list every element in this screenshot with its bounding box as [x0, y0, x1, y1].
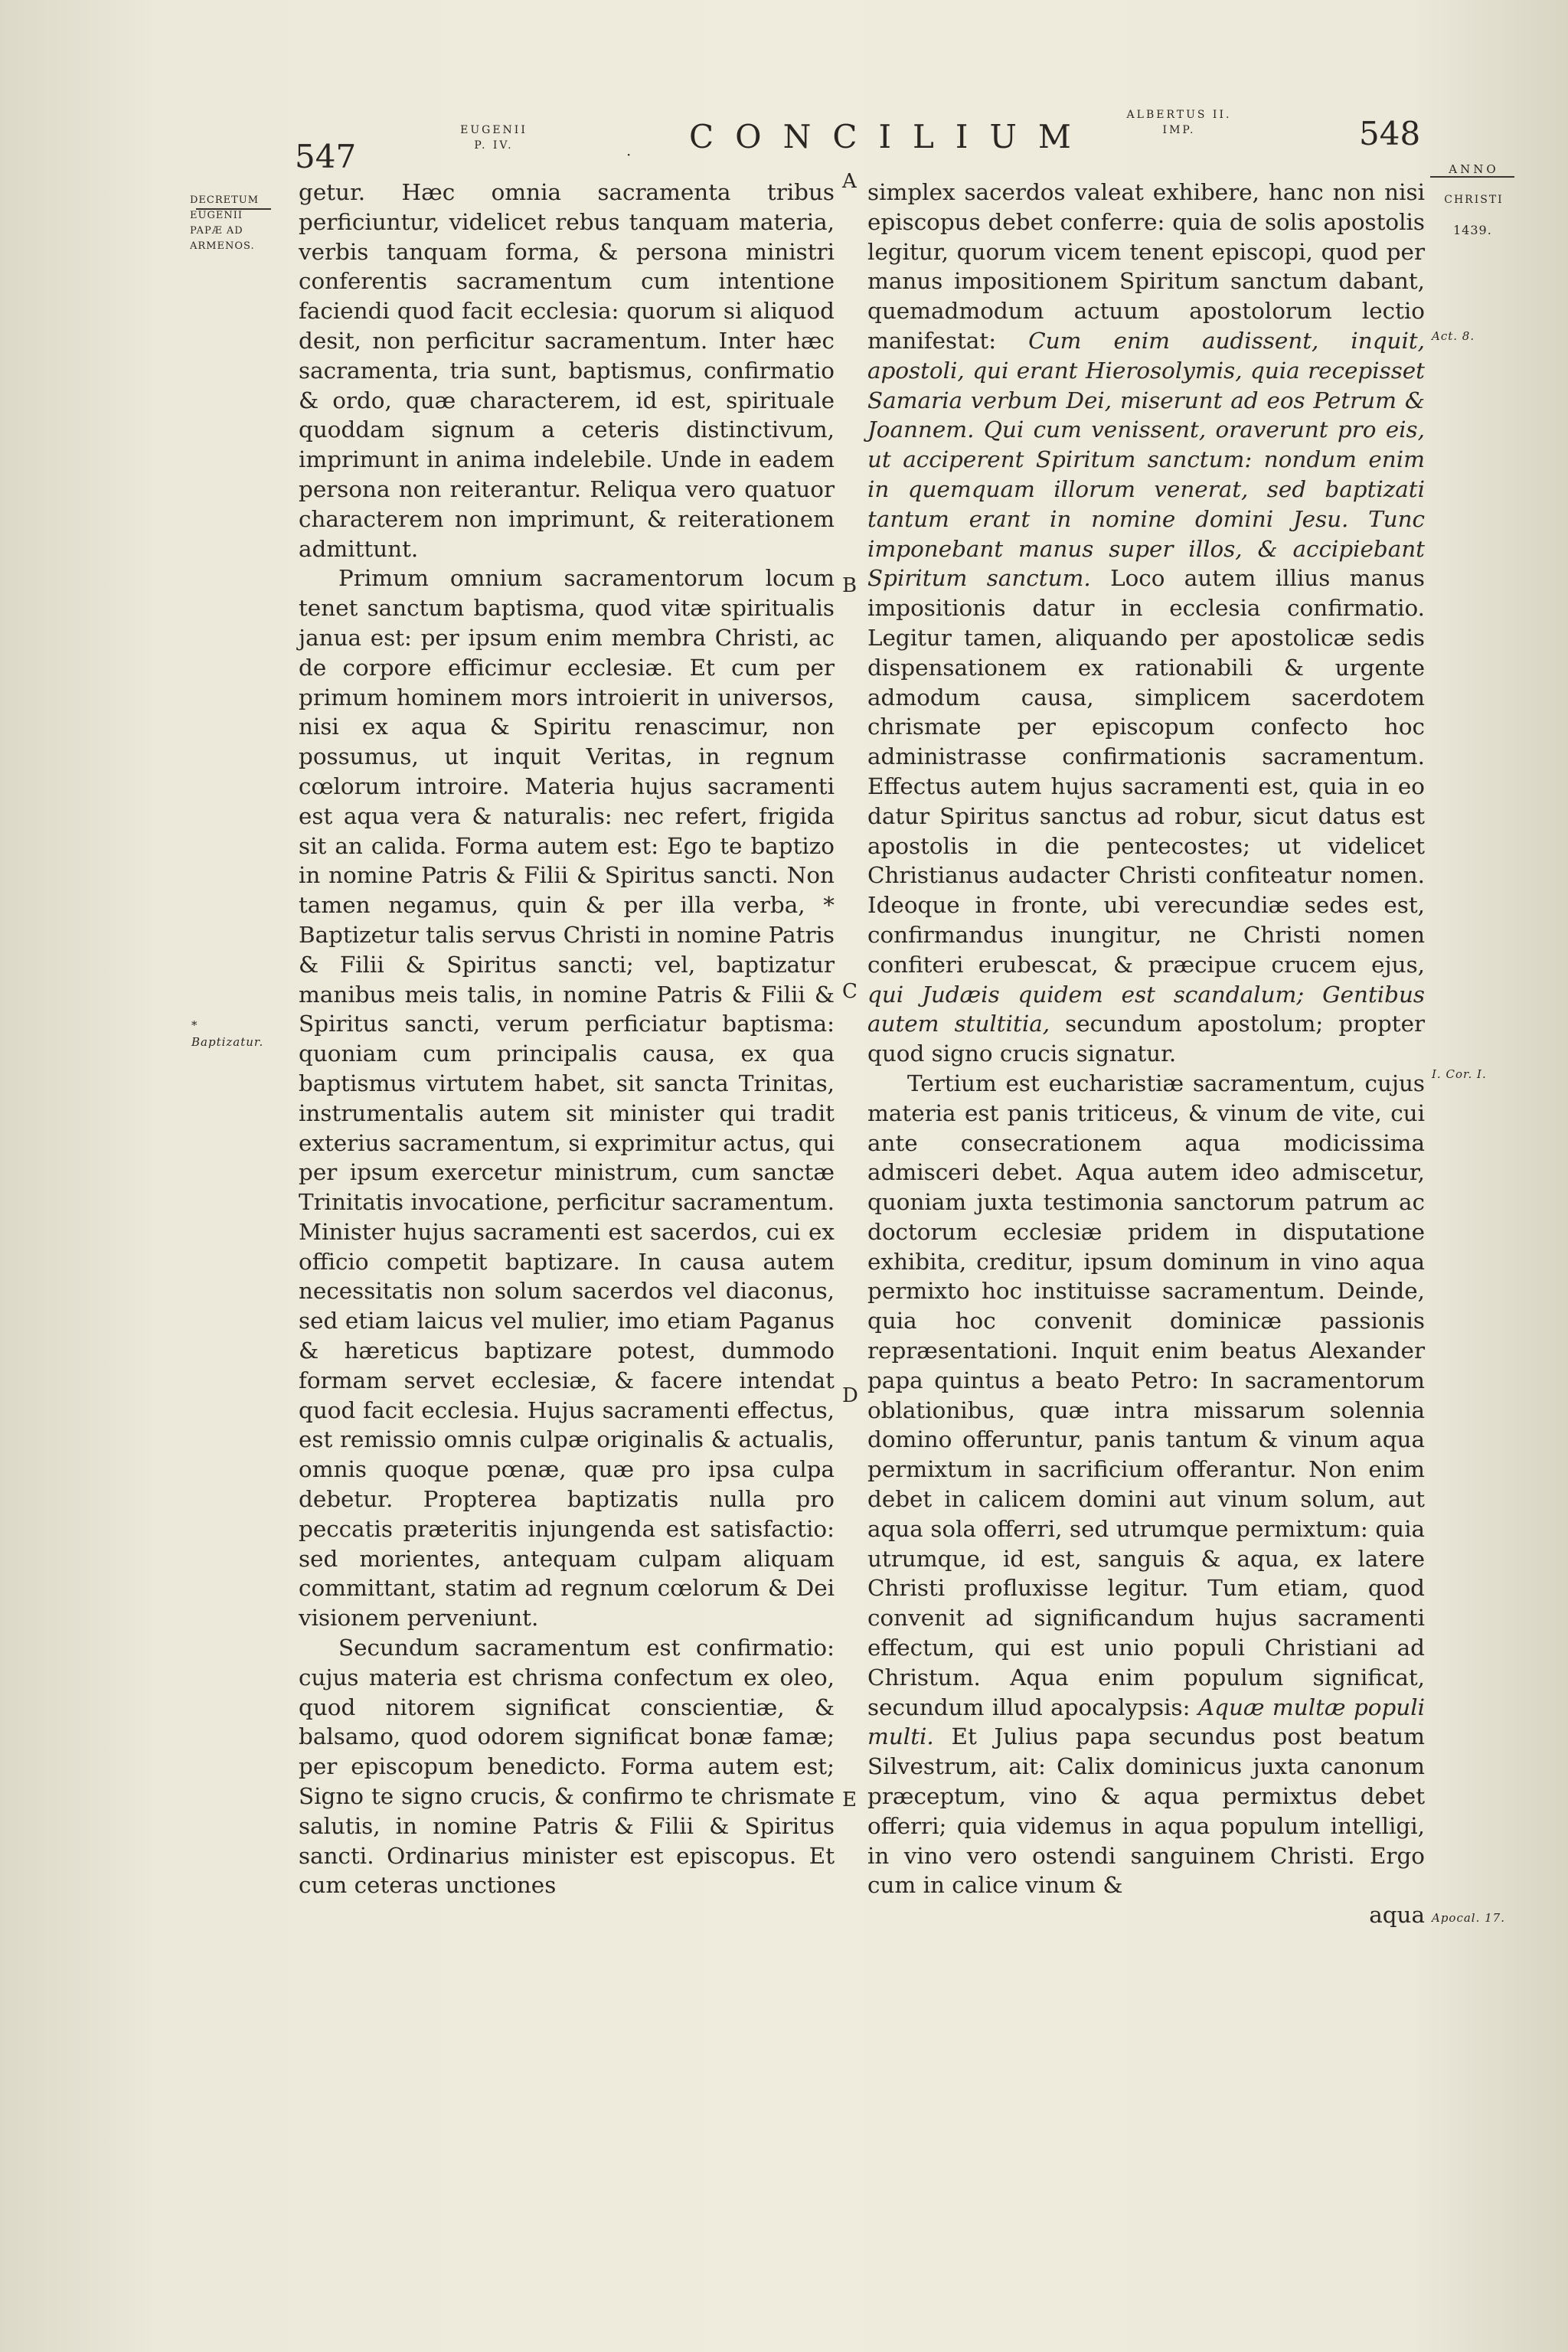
quote-corinthians: qui Judæis quidem est scandalum; Gentibus autem stultitia, [867, 981, 1425, 1037]
section-letter-a: A [842, 170, 857, 193]
section-letter-d: D [842, 1384, 858, 1407]
paragraph-eucharist [867, 1069, 1425, 1900]
margin-anno-rule [1430, 176, 1514, 178]
margin-year: 1439. [1453, 223, 1492, 237]
paragraph-baptism: Primum omnium sacramentorum locum tenet sanctum baptisma, quod vitæ spiritualis janua est: per ipsum enim membra Christi, ac de corpore efficimur ecclesiæ. Et cum per primum hominem mors introierit in universos, nisi ex aqua & Spiritu renascimur, non possumus, ut inquit Veritas, in regnum cœlorum introire. Materia hujus sacramenti est aqua vera & naturalis: nec refert, frigida sit an calida. Forma autem est: Ego te baptizo in nomine Patris & Filii & Spiritus sancti. Non tamen negamus, quin & per illa verba, * Baptizetur talis servus Christi in nomine Patris & Filii & Spiritus sancti; vel, baptizatur manibus meis talis, in nomine Patris & Filii & Spiritus sancti, verum perficiatur baptisma: quoniam cum principalis causa, ex qua baptismus virtutem habet, sit sancta Trinitas, instrumentalis autem sit minister qui tradit exterius sacramentum, si exprimitur actus, qui per ipsum exercetur ministrum, cum sanctæ Trinitatis invocatione, perficitur sacramentum. Minister hujus sacramenti est sacerdos, cui ex officio competit baptizare. In causa autem necessitatis non solum sacerdos vel diaconus, sed etiam laicus vel mulier, imo etiam Paganus & hæreticus baptizare potest, dummodo formam servet ecclesiæ, & facere intendat quod facit ecclesia. Hujus sacramenti effectus, est remissio omnis culpæ originalis & actualis, omnis quoque pœnæ, quæ pro ipsa culpa debetur. Propterea baptizatis nulla pro peccatis præteritis injungenda est satisfactio: sed morientes, antequam culpam aliquam committant, statim ad regnum cœlorum & Dei visionem perveniunt. [299, 565, 835, 1632]
left-column [299, 178, 835, 1900]
margin-ref-acts: Act. 8. [1432, 329, 1475, 343]
section-letter-b: B [842, 574, 858, 597]
margin-christi: CHRISTI [1444, 194, 1504, 206]
text-segment: Loco autem illius manus impositionis datur in ecclesia confirmatio. Legitur tamen, aliquando per apostolicæ sedis dispensationem ex rationabili & urgente admodum causa, simplicem sacerdotem chrismate per episcopum confecto hoc administrasse confirmationis sacramentum. Effectus autem hujus sacramenti est, quia in eo datur Spiritus sanctus ad robur, sicut datus est apostolis in die pentecostes; ut videlicet Christianus audacter Christi confiteatur nomen. Ideoque in fronte, ubi verecundiæ sedes est, confirmandus inungitur, ne Christi nomen confiteri erubescat, & præcipue crucem ejus, [867, 565, 1425, 978]
catchword: aqua [1369, 1902, 1425, 1929]
paragraph-confirmation-cont [867, 178, 1425, 1069]
section-letter-c: C [842, 980, 858, 1003]
header-dot: · [626, 145, 632, 164]
section-letter-e: E [842, 1788, 857, 1811]
text-segment: Et Julius papa secundus post beatum Silvestrum, ait: Calix dominicus juxta canonum præceptum, vino & aqua permixtus debet offerri; quia videmus in aqua populum intelligi, in vino vero ostendi sanguinem Christi. Ergo cum in calice vinum & [867, 1723, 1425, 1899]
quote-acts: Cum enim audissent, inquit, apostoli, qui erant Hierosolymis, quia recepisset Samaria verbum Dei, miserunt ad eos Petrum & Joannem. Qui cum venissent, oraverunt pro eis, ut acciperent Spiritum sanctum: nondum enim in quemquam illorum venerat, sed baptizati tantum erant in nomine domini Jesu. Tunc imponebant manus super illos, & accipiebant Spiritum sanctum. [867, 327, 1425, 592]
paragraph-intro: getur. Hæc omnia sacramenta tribus perficiuntur, videlicet rebus tanquam materia, verbis tanquam forma, & persona ministri conferentis sacramentum cum intentione faciendi quod facit ecclesia: quorum si aliquod desit, non perficitur sacramentum. Inter hæc sacramenta, tria sunt, baptismus, confirmatio & ordo, quæ characterem, id est, spirituale quoddam signum a ceteris distinctivum, imprimunt in anima indelebile. Unde in eadem persona non reiterantur. Reliqua vero quatuor characterem non imprimunt, & reiterationem admittunt. [299, 179, 835, 562]
text-segment: Tertium est eucharistiæ sacramentum, cujus materia est panis triticeus, & vinum de vite, cui ante consecrationem aqua modicissima admisceri debet. Aqua autem ideo admiscetur, quoniam juxta testimonia sanctorum patrum ac doctorum ecclesiæ pridem in disputatione exhibita, creditur, ipsum dominum in vino aqua permixto hoc instituisse sacramentum. Deinde, quia hoc convenit dominicæ passionis repræsentationi. Inquit enim beatus Alexander papa quintus a beato Petro: In sacramentorum oblationibus, quæ intra missarum solennia domino offeruntur, panis tantum & vinum aqua permixtum in sacrificium offerantur. Non enim debet in calicem domini aut vinum solum, aut aqua sola offerri, sed utrumque permixtum: quia utrumque, id est, sanguis & aqua, ex latere Christi profluxisse legitur. Tum etiam, quod convenit ad significandum hujus sacramenti effectum, qui est unio populi Christiani ad Christum. Aqua enim populum significat, secundum illud apocalypsis: [867, 1070, 1425, 1720]
page-number-right: 548 [1359, 115, 1421, 152]
right-column [867, 178, 1425, 1930]
text-segment: secundum apostolum; propter quod signo crucis signatur. [867, 1011, 1426, 1067]
quote-apocalypse: Aquæ multæ populi multi. [867, 1694, 1426, 1750]
page-number-left: 547 [295, 138, 357, 175]
margin-ref-apocalypse: Apocal. 17. [1432, 1911, 1505, 1925]
running-head-left: EUGENII P. IV. [460, 124, 528, 152]
margin-note-baptizatur: * Baptizatur. [191, 1018, 264, 1049]
paragraph-confirmation: Secundum sacramentum est confirmatio: cujus materia est chrisma confectum ex oleo, quod nitorem significat conscientiæ, & balsamo, quod odorem significat bonæ famæ; per episcopum benedicto. Forma autem est; Signo te signo crucis, & confirmo te chrismate salutis, in nomine Patris & Filii & Spiritus sancti. Ordinarius minister est episcopus. Et cum ceteras unctiones [299, 1635, 835, 1899]
text-segment: simplex sacerdos valeat exhibere, hanc non nisi episcopus debet conferre: quia de solis apostolis legitur, quorum vicem tenent episcopi, quod per manus impositionem Spiritum sanctum dabant, quemadmodum actuum apostolorum lectio manifestat: [867, 179, 1425, 354]
margin-anno: ANNO [1449, 162, 1499, 176]
margin-ref-corinthians: I. Cor. I. [1432, 1067, 1487, 1081]
page-title: CONCILIUM [689, 118, 1093, 155]
running-head-right: ALBERTUS II. IMP. [1126, 109, 1232, 136]
margin-note-decretum: DECRETUM EUGENII PAPÆ AD ARMENOS. [190, 194, 260, 252]
